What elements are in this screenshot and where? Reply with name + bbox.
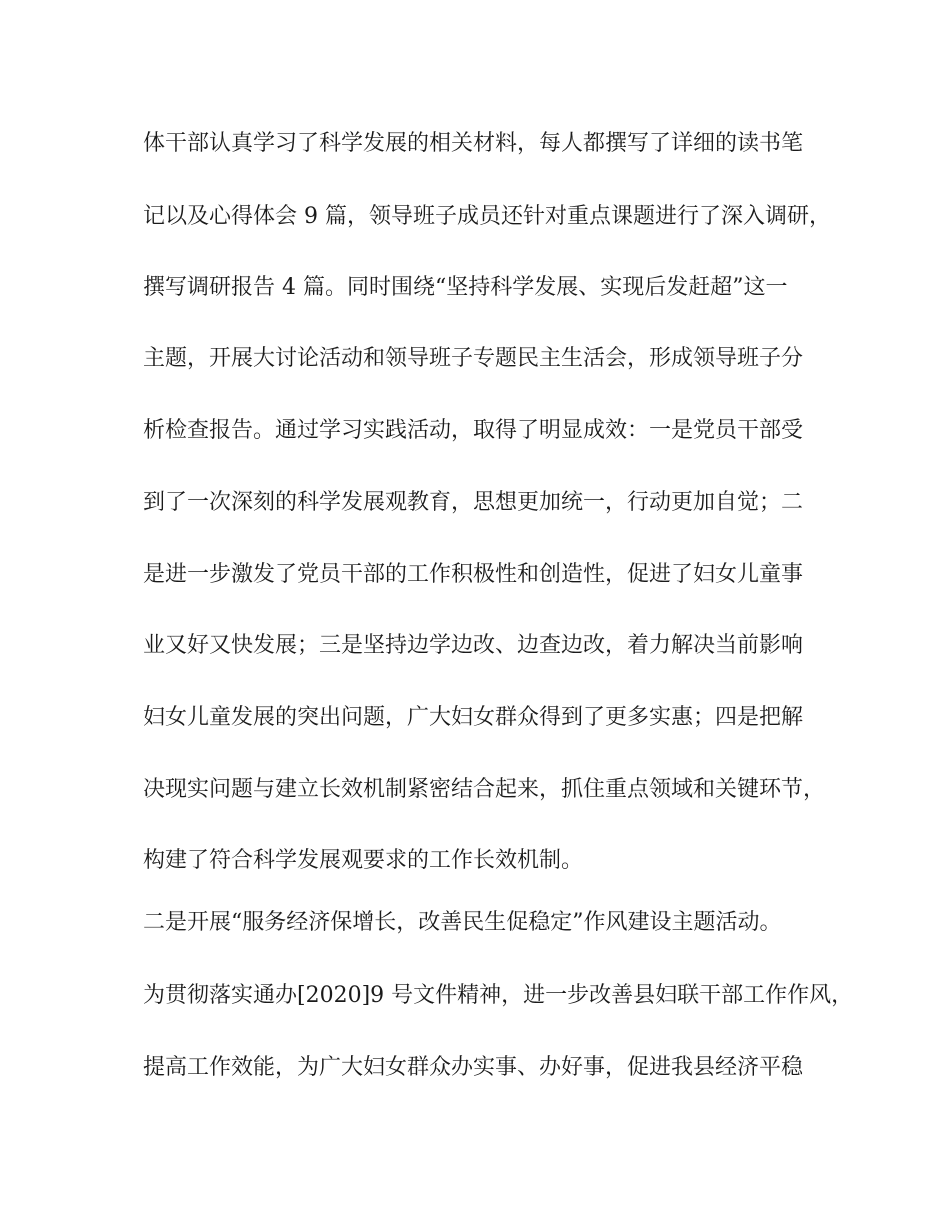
- text-line: 构建了符合科学发展观要求的工作长效机制。: [143, 848, 584, 873]
- text-line: 提高工作效能，为广大妇女群众办实事、办好事，促进我县经济平稳: [143, 1055, 804, 1080]
- text-line: 主题，开展大讨论活动和领导班子专题民主生活会，形成领导班子分: [143, 346, 804, 371]
- text-line: 析检查报告。通过学习实践活动，取得了明显成效：一是党员干部受: [143, 418, 804, 443]
- text-line: 到了一次深刻的科学发展观教育，思想更加统一，行动更加自觉；二: [143, 490, 804, 515]
- text-line: 业又好又快发展；三是坚持边学边改、边查边改，着力解决当前影响: [143, 633, 804, 658]
- text-line: 撰写调研报告 4 篇。同时围绕“坚持科学发展、实现后发赶超”这一: [143, 275, 788, 300]
- text-line: 是进一步激发了党员干部的工作积极性和创造性，促进了妇女儿童事: [143, 562, 804, 587]
- text-line: 记以及心得体会 9 篇，领导班子成员还针对重点课题进行了深入调研，: [143, 204, 831, 229]
- text-line: 体干部认真学习了科学发展的相关材料，每人都撰写了详细的读书笔: [143, 131, 804, 156]
- section-heading: 二是开展“服务经济保增长，改善民生促稳定”作风建设主题活动。: [143, 910, 782, 935]
- text-line: 妇女儿童发展的突出问题，广大妇女群众得到了更多实惠；四是把解: [143, 705, 804, 730]
- text-line: 为贯彻落实通办[2020]9 号文件精神，进一步改善县妇联干部工作作风，: [143, 983, 854, 1008]
- text-line: 决现实问题与建立长效机制紧密结合起来，抓住重点领域和关键环节，: [143, 777, 826, 802]
